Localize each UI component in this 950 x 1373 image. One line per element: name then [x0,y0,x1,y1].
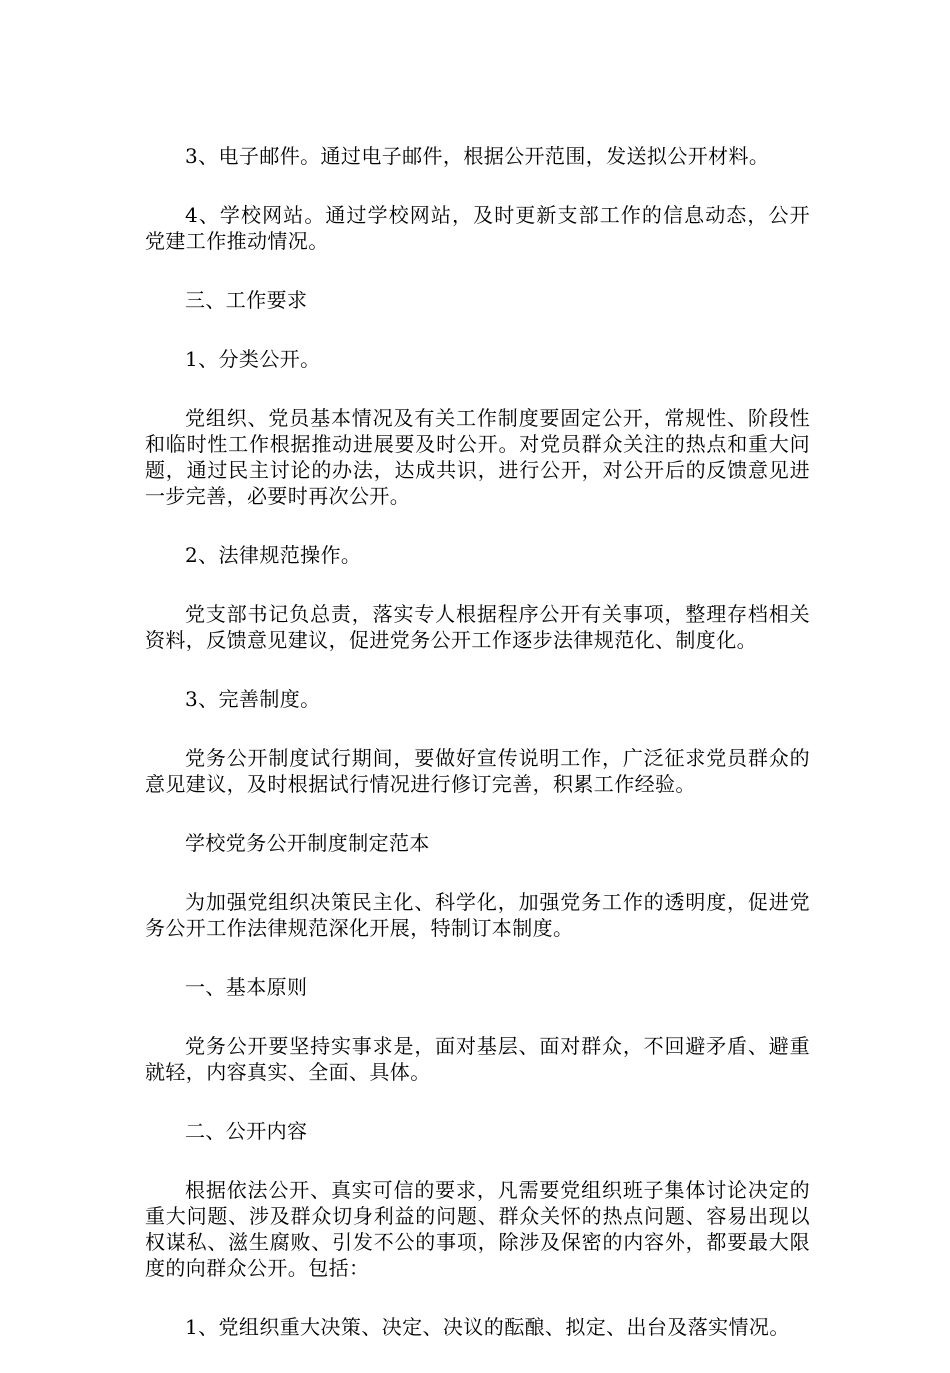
paragraph-legal-standard-operation: 2、法律规范操作。 [185,543,362,567]
paragraph-disclosure-content-body: 根据依法公开、真实可信的要求，凡需要党组织班子集体讨论决定的重大问题、涉及群众切身利益的问题、群众关怀的热点问题、容易出现以权谋私、滋生腐败、引发不公的事项，除涉及保密的内容外，都要最大限度的向群众公开。包括： [145,1178,810,1280]
paragraph-basic-principles-body: 党务公开要坚持实事求是，面对基层、面对群众，不回避矛盾、避重就轻，内容真实、全面、具体。 [145,1034,810,1084]
paragraph-legal-standard-operation-body: 党支部书记负总责，落实专人根据程序公开有关事项，整理存档相关资料，反馈意见建议，促进党务公开工作逐步法律规范化、制度化。 [145,602,810,652]
heading-work-requirements: 三、工作要求 [185,288,308,312]
paragraph-email: 3、电子邮件。通过电子邮件，根据公开范围，发送拟公开材料。 [185,144,770,168]
paragraph-classified-disclosure: 1、分类公开。 [185,347,321,371]
document-body [145,143,810,1373]
section-title-template: 学校党务公开制度制定范本 [185,831,430,855]
paragraph-purpose: 为加强党组织决策民主化、科学化，加强党务工作的透明度，促进党务公开工作法律规范深化开展，特制订本制度。 [145,890,810,940]
paragraph-classified-disclosure-body: 党组织、党员基本情况及有关工作制度要固定公开，常规性、阶段性和临时性工作根据推动进展要及时公开。对党员群众关注的热点和重大问题，通过民主讨论的办法，达成共识，进行公开，对公开后的反馈意见进一步完善，必要时再次公开。 [145,406,810,508]
paragraph-improve-system-body: 党务公开制度试行期间，要做好宣传说明工作，广泛征求党员群众的意见建议，及时根据试行情况进行修订完善，积累工作经验。 [145,746,810,796]
heading-disclosure-content: 二、公开内容 [185,1119,308,1143]
paragraph-school-website: 4、学校网站。通过学校网站，及时更新支部工作的信息动态，公开党建工作推动情况。 [145,203,810,253]
paragraph-improve-system: 3、完善制度。 [185,687,321,711]
paragraph-major-decisions: 1、党组织重大决策、决定、决议的酝酿、拟定、出台及落实情况。 [185,1315,790,1339]
heading-basic-principles: 一、基本原则 [185,975,308,999]
